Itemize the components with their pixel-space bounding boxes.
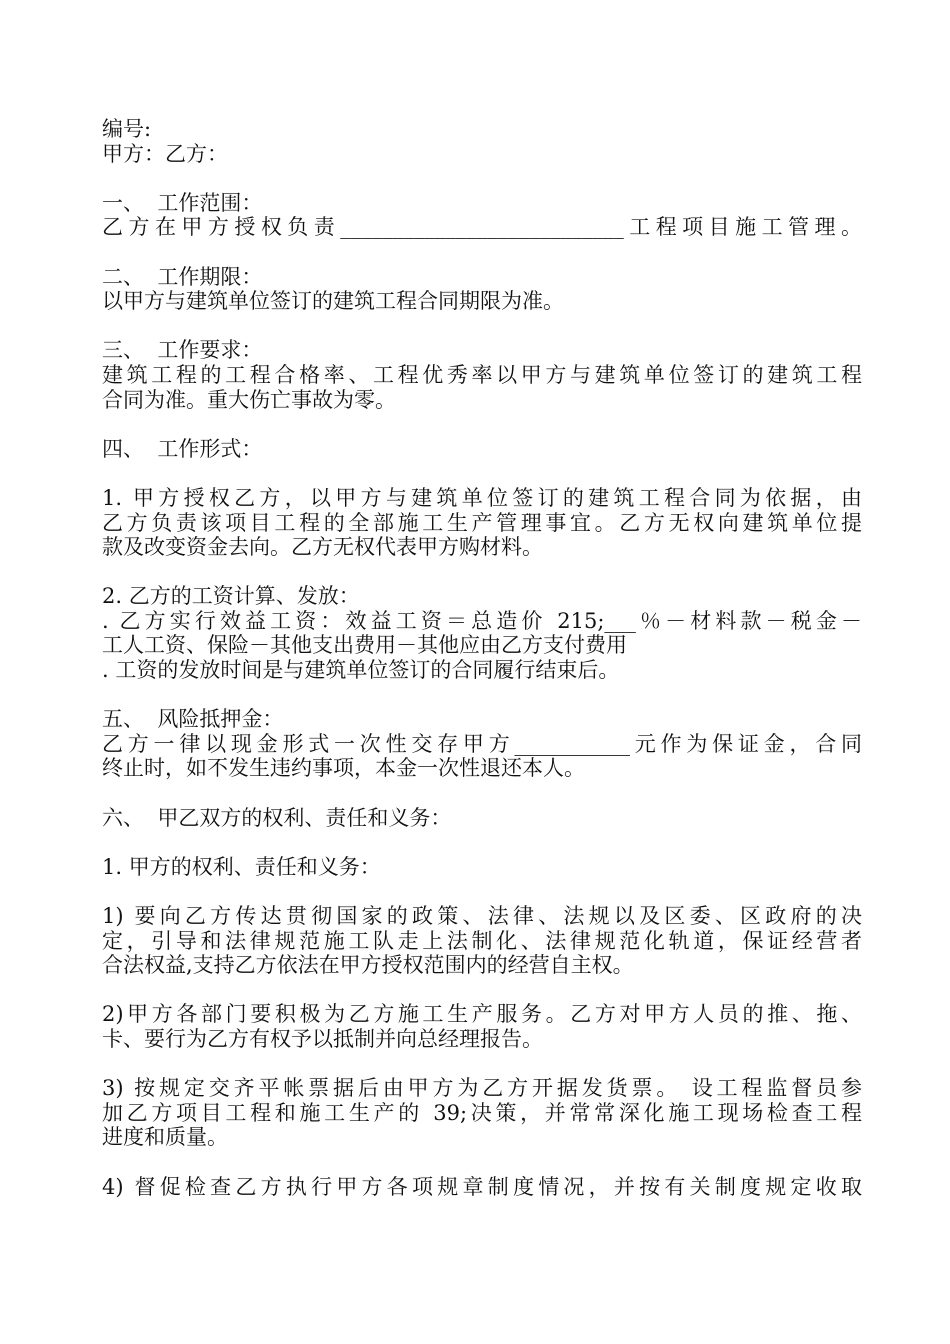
text-line: 二、 工作期限： — [102, 264, 263, 289]
text-line: 工人工资、保险－其他支出费用－其他应由乙方支付费用 — [102, 633, 627, 658]
text-line: 3) 按规定交齐平帐票据后由甲方为乙方开据发货票。 设工程监督员参 — [102, 1076, 862, 1101]
text-line: 定，引导和法律规范施工队走上法制化、法律规范化轨道，保证经营者 — [102, 928, 862, 953]
paragraph — [102, 1002, 862, 1051]
paragraph — [102, 486, 862, 560]
paragraph — [102, 855, 862, 880]
paragraph — [102, 265, 862, 314]
document-page — [102, 117, 862, 1224]
text-line: 五、 风险抵押金： — [102, 707, 284, 732]
paragraph — [102, 338, 862, 412]
text-line: 终止时，如不发生违约事项，本金一次性退还本人。 — [102, 756, 585, 781]
text-line: 合法权益,支持乙方依法在甲方授权范围内的经营自主权。 — [102, 953, 634, 978]
text-line: 一、 工作范围： — [102, 190, 263, 215]
text-line: 以甲方与建筑单位签订的建筑工程合同期限为准。 — [102, 289, 564, 314]
text-line: 合同为准。重大伤亡事故为零。 — [102, 387, 396, 412]
text-line: 建筑工程的工程合格率、工程优秀率以甲方与建筑单位签订的建筑工程 — [102, 362, 862, 387]
paragraph — [102, 1175, 862, 1200]
text-line: 乙方在甲方授权负责___________________________工程项目施工管理。 — [102, 215, 862, 240]
text-line: 六、 甲乙双方的权利、责任和义务： — [102, 805, 452, 830]
text-line: . 乙方实行效益工资：效益工资＝总造价 215;___％－材料款－税金－ — [102, 608, 862, 633]
text-line: 4) 督促检查乙方执行甲方各项规章制度情况，并按有关制度规定收取 — [102, 1174, 862, 1199]
text-line: 卡、要行为乙方有权予以抵制并向总经理报告。 — [102, 1026, 543, 1051]
text-line: 1) 要向乙方传达贯彻国家的政策、法律、法规以及区委、区政府的决 — [102, 904, 862, 928]
text-line: 三、 工作要求： — [102, 338, 263, 363]
text-line: 编号: — [102, 117, 152, 141]
text-line: . 工资的发放时间是与建筑单位签订的合同履行结束后。 — [102, 658, 620, 683]
paragraph — [102, 707, 862, 781]
text-line: 加乙方项目工程和施工生产的 39;决策，并常常深化施工现场检查工程 — [102, 1100, 862, 1125]
text-line: 四、 工作形式： — [102, 436, 263, 461]
text-line: 乙方一律以现金形式一次性交存甲方___________元作为保证金，合同 — [102, 731, 862, 756]
text-line: 乙方负责该项目工程的全部施工生产管理事宜。乙方无权向建筑单位提 — [102, 510, 862, 535]
text-line: 1. 甲方授权乙方，以甲方与建筑单位签订的建筑工程合同为依据，由 — [102, 485, 862, 510]
paragraph — [102, 1076, 862, 1150]
text-line: 2)甲方各部门要积极为乙方施工生产服务。乙方对甲方人员的推、拖、 — [102, 1002, 862, 1027]
paragraph — [102, 904, 862, 978]
text-line: 进度和质量。 — [102, 1125, 228, 1150]
text-line: 2. 乙方的工资计算、发放： — [102, 584, 360, 609]
text-line: 1. 甲方的权利、责任和义务： — [102, 854, 381, 879]
paragraph — [102, 117, 862, 166]
text-line: 款及改变资金去向。乙方无权代表甲方购材料。 — [102, 535, 543, 560]
text-line: 甲方：乙方： — [102, 141, 228, 166]
paragraph — [102, 806, 862, 831]
paragraph — [102, 584, 862, 682]
paragraph — [102, 191, 862, 240]
paragraph — [102, 437, 862, 462]
